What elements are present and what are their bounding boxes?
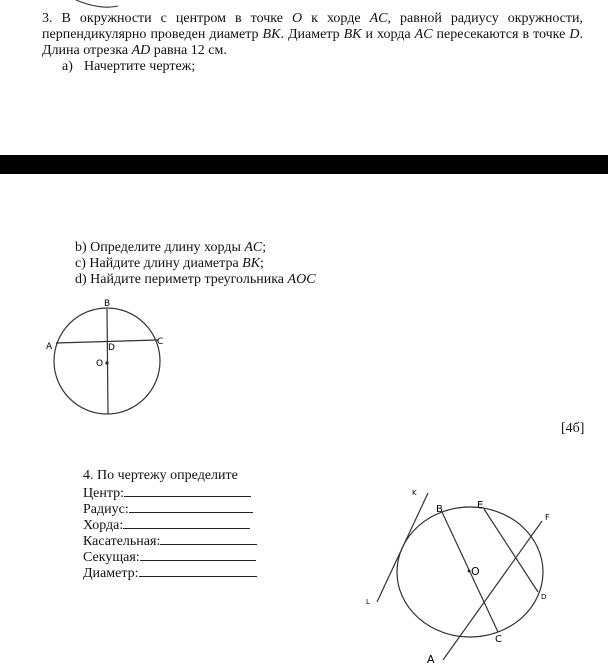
label-a: A: [46, 342, 53, 352]
label-b: B: [104, 299, 111, 309]
problem-3-line-3: Длина отрезка AD равна 12 см.: [42, 43, 227, 58]
tasks-bcd: [75, 240, 316, 288]
answer-blank-center[interactable]: [124, 484, 251, 497]
label-o: O: [96, 359, 104, 369]
label-a2: A: [427, 653, 435, 666]
diameter-bc: [442, 512, 498, 632]
task-b: b) Определите длину хорды AC;: [75, 240, 267, 255]
answer-blank-diameter[interactable]: [139, 564, 257, 577]
label-d2: D: [541, 593, 547, 601]
center-point-o: [105, 361, 108, 364]
problem-3-line-1: 3. В окружности с центром в точке O к хорде AC, равной радиусу окружности,: [42, 11, 583, 26]
task-d: d) Найдите периметр треугольника AOC: [75, 272, 316, 287]
points-label: [4б]: [561, 421, 585, 436]
problem-4: [83, 468, 257, 580]
field-secant: Секущая:: [83, 548, 257, 564]
chord-ed: [484, 509, 538, 592]
label-o2: O: [471, 565, 480, 578]
task-a: a) Начертите чертеж;: [62, 59, 196, 74]
field-diameter: Диаметр:: [83, 564, 257, 580]
label-c: C: [157, 337, 164, 347]
label-f: F: [545, 513, 550, 522]
label-c2: C: [495, 634, 502, 645]
problem-3-statement: [42, 11, 583, 75]
field-chord: Хорда:: [83, 516, 257, 532]
figure1-circle-diagram: [46, 299, 163, 414]
black-redaction-bar: [0, 155, 608, 174]
label-d: D: [108, 343, 115, 353]
task-c: c) Найдите длину диаметра BK;: [75, 256, 264, 271]
field-tangent: Касательная:: [83, 532, 257, 548]
figure2-circle-diagram: [366, 489, 550, 666]
partial-circle-arc: [76, 0, 118, 7]
label-e: E: [477, 500, 484, 511]
label-l: L: [366, 598, 370, 606]
problem-3-line-2: перпендикулярно проведен диаметр BK. Диаметр BK и хорда AC пересекаются в точке D.: [42, 27, 583, 42]
label-b2: B: [436, 504, 443, 515]
secant-af: [443, 521, 542, 660]
answer-blank-radius[interactable]: [129, 500, 253, 513]
problem-4-title: 4. По чертежу определите: [83, 468, 238, 483]
center-point-o2: [468, 570, 471, 573]
answer-blank-chord[interactable]: [123, 516, 250, 529]
answer-blank-secant[interactable]: [140, 548, 256, 561]
label-k: K: [412, 489, 417, 497]
field-center: Центр:: [83, 484, 257, 500]
tangent-kl: [377, 493, 428, 602]
field-radius: Радиус:: [83, 500, 257, 516]
answer-blank-tangent[interactable]: [160, 532, 257, 545]
